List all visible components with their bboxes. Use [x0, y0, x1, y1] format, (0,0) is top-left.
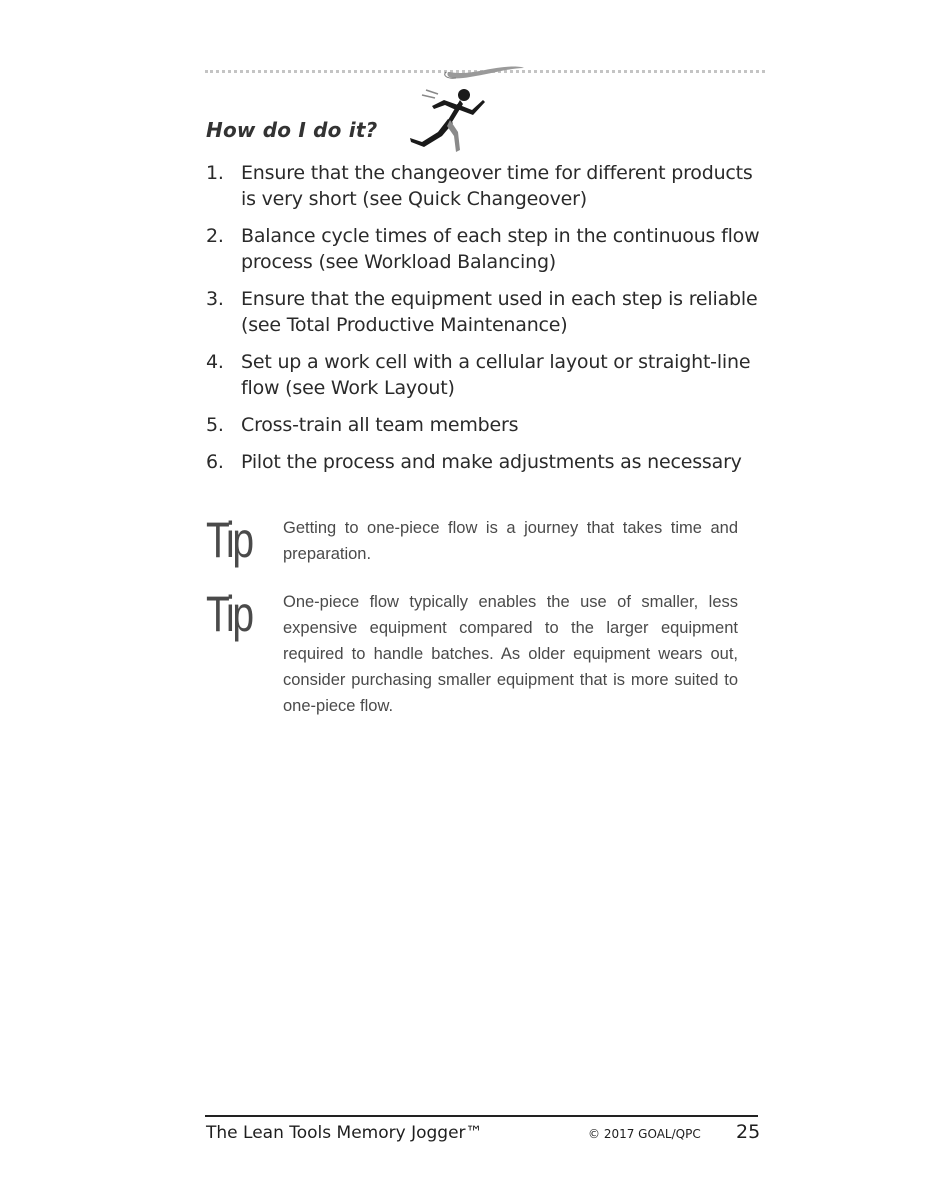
tip-text: Getting to one-piece flow is a journey that takes time and preparation.: [283, 519, 738, 563]
list-item: [206, 286, 766, 338]
footer-copyright: © 2017 GOAL/QPC: [588, 1127, 701, 1141]
step-text: Set up a work cell with a cellular layout or straight-line flow (see Work Layout): [241, 351, 751, 399]
step-text: Ensure that the changeover time for different products is very short (see Quick Changeover): [241, 162, 753, 210]
list-item: [206, 412, 766, 438]
step-text: Ensure that the equipment used in each step is reliable (see Total Productive Maintenance): [241, 288, 758, 336]
step-number: 4.: [206, 351, 224, 373]
step-number: 3.: [206, 288, 224, 310]
list-item: [206, 223, 766, 275]
step-number: 5.: [206, 414, 224, 436]
section-heading: How do I do it?: [206, 118, 378, 142]
step-number: 2.: [206, 225, 224, 247]
step-text: Pilot the process and make adjustments as necessary: [241, 451, 742, 473]
tip-label: Tip: [206, 586, 252, 642]
list-item: [206, 160, 766, 212]
step-text: Balance cycle times of each step in the continuous flow process (see Workload Balancing): [241, 225, 760, 273]
footer-rule: [205, 1115, 758, 1117]
list-item: [206, 449, 766, 475]
tip-label: Tip: [206, 512, 252, 568]
step-number: 6.: [206, 451, 224, 473]
tip-text: One-piece flow typically enables the use of smaller, less expensive equipment compared to the larger equipment required to handle batches. As older equipment wears out, consider purchasing smaller equipment that is more suited to one-piece flow.: [283, 593, 738, 715]
list-item: [206, 349, 766, 401]
step-number: 1.: [206, 162, 224, 184]
page-number: 25: [736, 1121, 761, 1143]
steps-list: [206, 160, 766, 486]
running-figure-icon: [408, 86, 488, 158]
swoosh-icon: [440, 62, 530, 86]
footer-book-title: The Lean Tools Memory Jogger™: [206, 1123, 483, 1143]
step-text: Cross-train all team members: [241, 414, 519, 436]
